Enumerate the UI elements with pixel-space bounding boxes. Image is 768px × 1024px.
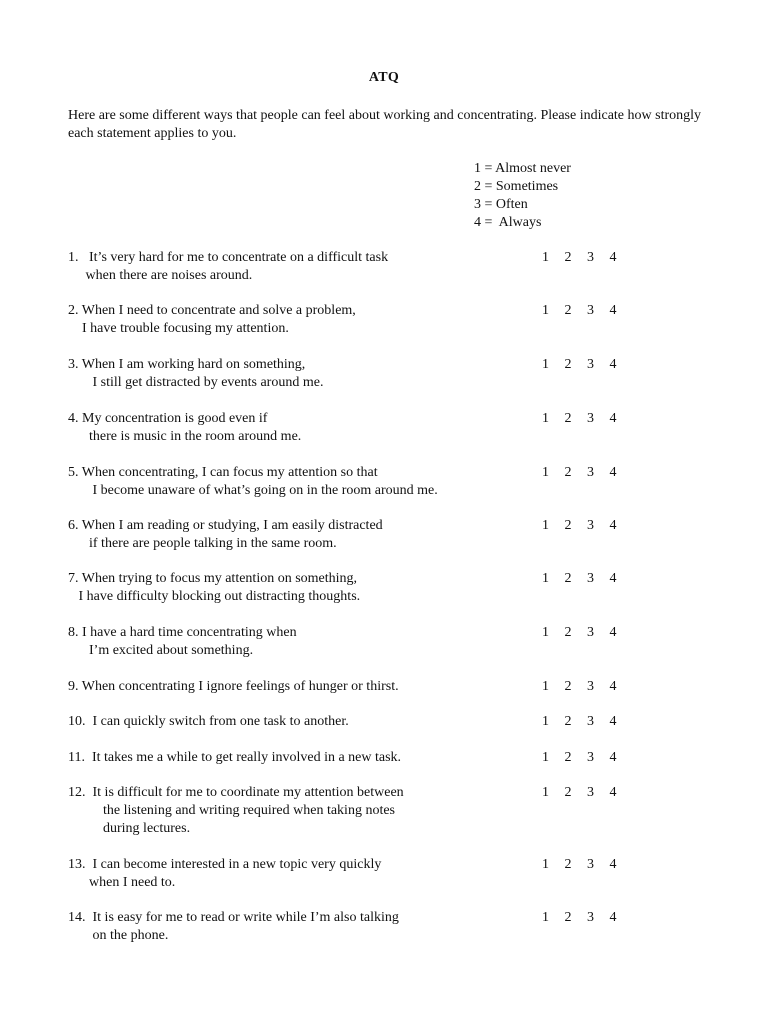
rating-option-3[interactable]: 3 xyxy=(587,910,594,925)
rating-option-3[interactable]: 3 xyxy=(587,357,594,372)
rating-option-3[interactable]: 3 xyxy=(587,714,594,729)
rating-scale xyxy=(542,570,632,588)
question-text-continued: on the phone. xyxy=(68,928,169,943)
rating-option-1[interactable]: 1 xyxy=(542,250,549,265)
question-item-10 xyxy=(68,713,688,731)
rating-scale xyxy=(542,410,632,428)
rating-scale xyxy=(542,464,632,482)
question-text: 8. I have a hard time concentrating when xyxy=(68,625,297,640)
rating-scale xyxy=(542,678,632,696)
question-text: 10. I can quickly switch from one task to another. xyxy=(68,714,349,729)
rating-option-4[interactable]: 4 xyxy=(609,714,617,729)
rating-option-3[interactable]: 3 xyxy=(587,465,594,480)
rating-option-3[interactable]: 3 xyxy=(587,518,594,533)
rating-option-2[interactable]: 2 xyxy=(564,411,572,426)
question-text-continued: there is music in the room around me. xyxy=(68,429,302,444)
question-text: 3. When I am working hard on something, xyxy=(68,357,306,372)
rating-option-4[interactable]: 4 xyxy=(609,250,617,265)
rating-option-1[interactable]: 1 xyxy=(542,303,549,318)
rating-scale xyxy=(542,909,632,927)
question-text-continued: during lectures. xyxy=(68,821,191,836)
rating-option-3[interactable]: 3 xyxy=(587,857,594,872)
rating-scale xyxy=(542,713,632,731)
question-text: 5. When concentrating, I can focus my attention so that xyxy=(68,465,378,480)
question-item-14 xyxy=(68,909,688,945)
rating-option-2[interactable]: 2 xyxy=(564,679,572,694)
question-text: 1. It’s very hard for me to concentrate on a difficult task xyxy=(68,250,389,265)
rating-option-3[interactable]: 3 xyxy=(587,303,594,318)
question-item-9 xyxy=(68,678,688,696)
question-item-2 xyxy=(68,302,688,338)
rating-scale xyxy=(542,356,632,374)
question-item-1 xyxy=(68,249,688,285)
rating-option-4[interactable]: 4 xyxy=(609,910,617,925)
rating-option-1[interactable]: 1 xyxy=(542,518,549,533)
rating-scale xyxy=(542,749,632,767)
question-text: 2. When I need to concentrate and solve a problem, xyxy=(68,303,356,318)
rating-option-1[interactable]: 1 xyxy=(542,714,549,729)
question-item-7 xyxy=(68,570,688,606)
question-text: 12. It is difficult for me to coordinate my attention between xyxy=(68,785,404,800)
rating-option-4[interactable]: 4 xyxy=(609,679,617,694)
rating-option-4[interactable]: 4 xyxy=(609,303,617,318)
rating-option-4[interactable]: 4 xyxy=(609,750,617,765)
rating-option-3[interactable]: 3 xyxy=(587,785,594,800)
question-text: 9. When concentrating I ignore feelings of hunger or thirst. xyxy=(68,679,399,694)
question-text: 6. When I am reading or studying, I am easily distracted xyxy=(68,518,383,533)
rating-option-2[interactable]: 2 xyxy=(564,465,572,480)
rating-scale xyxy=(542,856,632,874)
question-text-continued: I still get distracted by events around me. xyxy=(68,375,324,390)
rating-option-3[interactable]: 3 xyxy=(587,411,594,426)
question-text-continued: when I need to. xyxy=(68,875,176,890)
rating-scale xyxy=(542,517,632,535)
rating-option-2[interactable]: 2 xyxy=(564,785,572,800)
question-item-6 xyxy=(68,517,688,553)
question-item-4 xyxy=(68,410,688,446)
question-text-continued: I’m excited about something. xyxy=(68,643,254,658)
rating-option-4[interactable]: 4 xyxy=(609,857,617,872)
question-text-continued: I have trouble focusing my attention. xyxy=(68,321,289,336)
rating-option-2[interactable]: 2 xyxy=(564,625,572,640)
rating-option-2[interactable]: 2 xyxy=(564,714,572,729)
question-item-5 xyxy=(68,464,688,500)
question-item-12 xyxy=(68,784,688,838)
rating-option-1[interactable]: 1 xyxy=(542,857,549,872)
rating-option-4[interactable]: 4 xyxy=(609,625,617,640)
rating-option-1[interactable]: 1 xyxy=(542,625,549,640)
rating-scale xyxy=(542,302,632,320)
legend-item: 3 = Often xyxy=(474,197,528,212)
rating-option-1[interactable]: 1 xyxy=(542,465,549,480)
rating-option-3[interactable]: 3 xyxy=(587,571,594,586)
legend-item: 1 = Almost never xyxy=(474,161,571,176)
rating-option-3[interactable]: 3 xyxy=(587,750,594,765)
rating-option-2[interactable]: 2 xyxy=(564,910,572,925)
question-text: 14. It is easy for me to read or write while I’m also talking xyxy=(68,910,399,925)
question-item-11 xyxy=(68,749,688,767)
rating-option-4[interactable]: 4 xyxy=(609,411,617,426)
rating-option-4[interactable]: 4 xyxy=(609,465,617,480)
question-item-8 xyxy=(68,624,688,660)
rating-option-1[interactable]: 1 xyxy=(542,411,549,426)
rating-scale xyxy=(542,624,632,642)
rating-option-2[interactable]: 2 xyxy=(564,250,572,265)
question-text-continued: I become unaware of what’s going on in the room around me. xyxy=(68,483,438,498)
rating-option-1[interactable]: 1 xyxy=(542,571,549,586)
rating-option-4[interactable]: 4 xyxy=(609,571,617,586)
rating-option-1[interactable]: 1 xyxy=(542,785,549,800)
rating-option-4[interactable]: 4 xyxy=(609,357,617,372)
question-text: 4. My concentration is good even if xyxy=(68,411,268,426)
rating-option-2[interactable]: 2 xyxy=(564,518,572,533)
instructions: Here are some different ways that people can feel about working and concentrating. Please indicate how strongly each statement applies to you. xyxy=(68,108,702,141)
rating-option-4[interactable]: 4 xyxy=(609,785,617,800)
rating-scale xyxy=(542,784,632,802)
rating-option-2[interactable]: 2 xyxy=(564,357,572,372)
question-text: 7. When trying to focus my attention on something, xyxy=(68,571,358,586)
rating-option-2[interactable]: 2 xyxy=(564,750,572,765)
rating-option-3[interactable]: 3 xyxy=(587,625,594,640)
rating-legend xyxy=(474,160,571,232)
question-text-continued: the listening and writing required when taking notes xyxy=(68,803,395,818)
question-item-13 xyxy=(68,856,688,892)
question-text-continued: I have difficulty blocking out distracting thoughts. xyxy=(68,589,361,604)
legend-item: 2 = Sometimes xyxy=(474,179,559,194)
rating-option-3[interactable]: 3 xyxy=(587,250,594,265)
rating-option-1[interactable]: 1 xyxy=(542,679,549,694)
question-text-continued: if there are people talking in the same room. xyxy=(68,536,337,551)
question-text: 11. It takes me a while to get really involved in a new task. xyxy=(68,750,402,765)
rating-option-3[interactable]: 3 xyxy=(587,679,594,694)
rating-scale xyxy=(542,249,632,267)
rating-option-1[interactable]: 1 xyxy=(542,910,549,925)
rating-option-2[interactable]: 2 xyxy=(564,303,572,318)
rating-option-2[interactable]: 2 xyxy=(564,857,572,872)
rating-option-1[interactable]: 1 xyxy=(542,357,549,372)
legend-item: 4 = Always xyxy=(474,215,542,230)
rating-option-1[interactable]: 1 xyxy=(542,750,549,765)
page-title: ATQ xyxy=(368,70,400,85)
question-text: 13. I can become interested in a new topic very quickly xyxy=(68,857,382,872)
rating-option-4[interactable]: 4 xyxy=(609,518,617,533)
question-text-continued: when there are noises around. xyxy=(68,268,253,283)
question-item-3 xyxy=(68,356,688,392)
rating-option-2[interactable]: 2 xyxy=(564,571,572,586)
